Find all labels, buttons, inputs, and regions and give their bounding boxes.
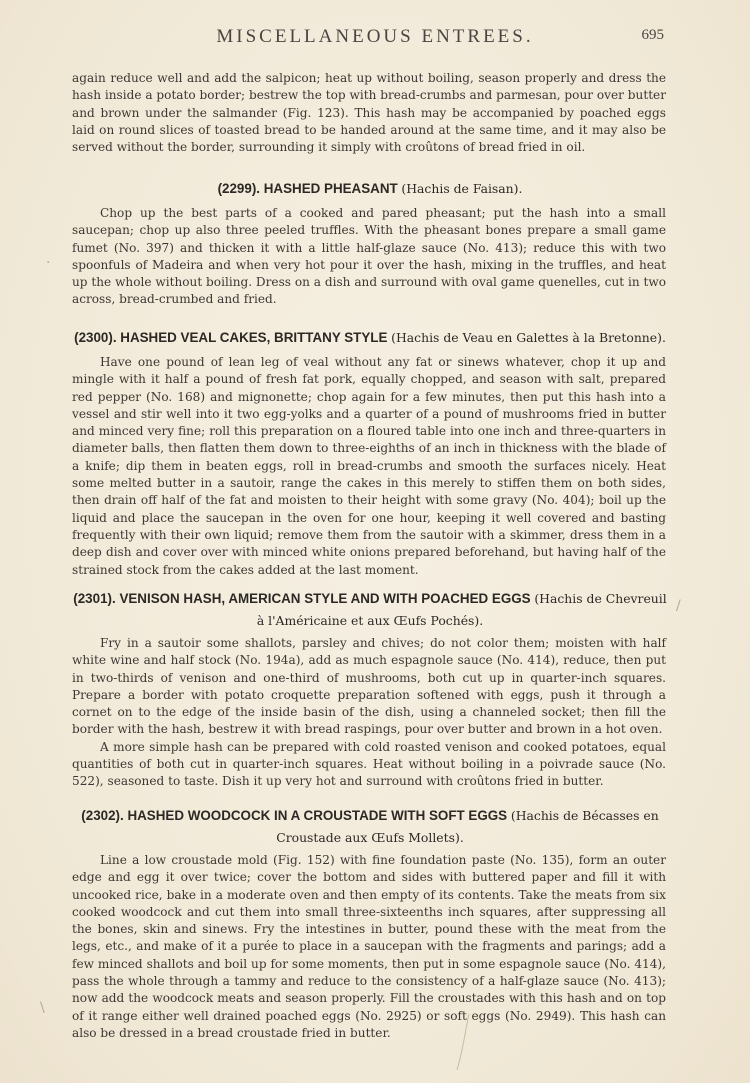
paper-mark: \ [40, 1000, 45, 1016]
recipe-french-title-line2: Croustade aux Œufs Mollets). [276, 830, 464, 845]
recipe-title: HASHED PHEASANT [263, 181, 398, 196]
recipe-number: (2301). [73, 591, 116, 606]
page-number: 695 [641, 27, 664, 43]
recipe-heading-2299 [72, 177, 668, 201]
recipe-heading-2301 [72, 588, 668, 632]
paragraph-text: Line a low croustade mold (Fig. 152) with fine foundation paste (No. 135), form an outer edge and egg it over twice; cover the bottom and sides with buttered paper and fill it with uncooked rice, bake in a moderate oven and then empty of its contents. Take the meats from six cooked woodcock and cut them into small three-sixteenths inch squares, after suppressing all the bones, skin and sinews. Fry the intestines in butter, pound these with the meat from the legs, etc., and make of it a purée to place in a saucepan with the fragments and parings; add a few minced shallots and boil up for some moments, then put in some espagnole sauce (No. 414), pass the whole through a tammy and reduce to the consistency of a half-glaze sauce (No. 413); now add the woodcock meats and season properly. Fill the croustades with this hash and on top of it range either well drained poached eggs (No. 2925) or soft eggs (No. 2949). This hash can also be dressed in a bread croustade fried in butter. [72, 853, 666, 1040]
paragraph-text: Chop up the best parts of a cooked and pared pheasant; put the hash into a small saucepan; chop up also three peeled truffles. With the pheasant bones prepare a small game fumet (No. 397) and thicken it with a little half-glaze sauce (No. 413); reduce this with two spoonfuls of Madeira and when very hot pour it over the hash, mixing in the truffles, and heat up the whole without boiling. Dress on a dish and surround with oval game quenelles, cut in two across, bread-crumbed and fried. [72, 206, 666, 307]
paper-mark: · [46, 255, 51, 271]
recipe-body-2301 [72, 635, 666, 791]
recipe-body-2302 [72, 852, 666, 1042]
paper-crease [455, 1012, 475, 1072]
paragraph-text: A more simple hash can be prepared with cold roasted venison and cooked potatoes, equal quantities of both cut in quarter-inch squares. Heat without boiling in a poivrade sauce (No. 522), seasoned to taste. Dish it up very hot and surround with croûtons fried in butter. [72, 739, 666, 789]
page-header [0, 26, 750, 52]
recipe-number: (2302). [81, 808, 124, 823]
recipe-body-2299 [72, 205, 666, 309]
recipe-number: (2299). [217, 181, 261, 196]
recipe-french-title: (Hachis de Chevreuil [534, 591, 667, 606]
recipe-title: HASHED VEAL CAKES, BRITTANY STYLE [120, 330, 388, 345]
recipe-heading-2300 [72, 326, 668, 350]
paper-mark: / [676, 598, 681, 614]
paragraph-text: Have one pound of lean leg of veal without any fat or sinews whatever, chop it up and mingle with it half a pound of fresh fat pork, equally chopped, and season with salt, prepared red pepper (No. 168) and mignonette; chop again for a few minutes, then put this hash into a vessel and stir well into it two egg-yolks and a quarter of a pound of mushrooms fried in butter and minced very fine; roll this preparation on a floured table into one inch and three-quarters in diameter balls, then flatten them down to three-eighths of an inch in thickness with the blade of a knife; dip them in beaten eggs, roll in bread-crumbs and smooth the surfaces nicely. Heat some melted butter in a sautoir, range the cakes in this merely to stiffen them on both sides, then drain off half of the fat and moisten to their height with some gravy (No. 404); boil up the liquid and place the saucepan in the oven for one hour, keeping it well covered and basting frequently with their own liquid; remove them from the sautoir with a skimmer, dress them in a deep dish and cover over with minced white onions prepared beforehand, but having half of the strained stock from the cakes added at the last moment. [72, 355, 666, 577]
recipe-title: VENISON HASH, AMERICAN STYLE AND WITH POACHED EGGS [119, 591, 531, 606]
intro-paragraph [72, 70, 666, 156]
recipe-french-title: (Hachis de Bécasses en [510, 808, 659, 823]
paragraph-text: Fry in a sautoir some shallots, parsley and chives; do not color them; moisten with half white wine and half stock (No. 194a), add as much espagnole sauce (No. 414), reduce, then put in two-thirds of venison and one-third of mushrooms, both cut up in quarter-inch squares. Prepare a border with potato croquette preparation softened with eggs, push it through a cornet on to the edge of the inside basin of the dish, using a channeled socket; then fill the border with the hash, bestrew it with bread raspings, pour over butter and brown in a hot oven. [72, 636, 666, 737]
recipe-french-title: (Hachis de Veau en Galettes à la Bretonne). [391, 330, 666, 345]
recipe-number: (2300). [74, 330, 117, 345]
recipe-heading-2302 [72, 805, 668, 849]
running-title: MISCELLANEOUS ENTREES. [216, 26, 534, 47]
paragraph-text: again reduce well and add the salpicon; heat up without boiling, season properly and dress the hash inside a potato border; bestrew the top with bread-crumbs and parmesan, pour over butter and brown under the salmander (Fig. 123). This hash may be accompanied by poached eggs laid on round slices of toasted bread to be handed around at the same time, and it may also be served without the border, surrounding it simply with croûtons of bread fried in oil. [72, 71, 666, 155]
recipe-body-2300 [72, 354, 666, 579]
recipe-french-title: (Hachis de Faisan). [401, 181, 523, 196]
recipe-french-title-line2: à l'Américaine et aux Œufs Pochés). [256, 613, 484, 628]
recipe-title: HASHED WOODCOCK IN A CROUSTADE WITH SOFT EGGS [127, 808, 508, 823]
